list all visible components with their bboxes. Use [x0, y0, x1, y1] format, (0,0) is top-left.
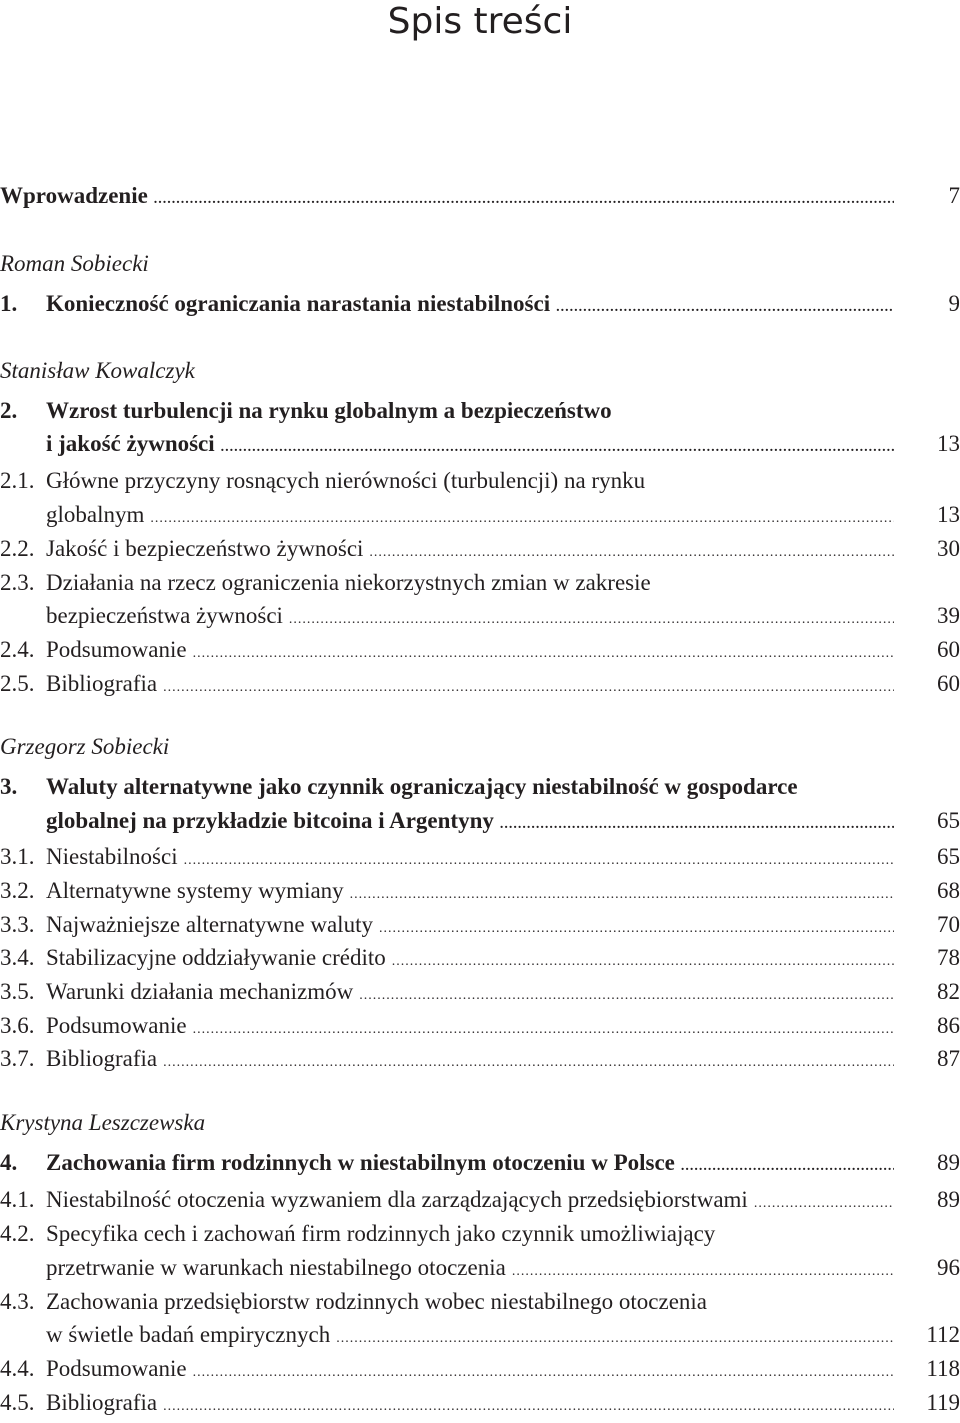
toc-page-number: 87 [937, 1043, 960, 1075]
dot-leader [154, 184, 894, 216]
toc-entry-title: globalnej na przykładzie bitcoina i Argentyny [46, 805, 494, 837]
toc-entry-title: Wzrost turbulencji na rynku globalnym a bezpieczeństwo [46, 395, 612, 427]
toc-page-number: 30 [937, 533, 960, 565]
toc-entry-number: 4.4. [0, 1353, 35, 1385]
toc-entry-line[interactable] [0, 395, 960, 427]
toc-entry-number: 2.4. [0, 634, 35, 666]
toc-entry[interactable] [0, 841, 960, 873]
toc-page-number: 119 [926, 1387, 960, 1419]
toc-page-number: 70 [937, 909, 960, 941]
toc-entry-title: Główne przyczyny rosnących nierówności (turbulencji) na rynku [46, 465, 645, 497]
toc-page-number: 89 [937, 1184, 960, 1216]
toc-entry-title: Bibliografia [46, 1387, 157, 1419]
dot-leader [289, 604, 894, 636]
toc-entry-title: Zachowania przedsiębiorstw rodzinnych wobec niestabilnego otoczenia [46, 1286, 707, 1318]
toc-entry-title: bezpieczeństwa żywności [46, 600, 283, 632]
toc-entry-title: Najważniejsze alternatywne waluty [46, 909, 373, 941]
toc-entry-number: 4.1. [0, 1184, 35, 1216]
dot-leader [193, 638, 894, 670]
toc-entry-number: 3.4. [0, 942, 35, 974]
dot-leader [221, 432, 894, 464]
toc-entry-number: 4.3. [0, 1286, 35, 1318]
toc-page-number: 39 [937, 600, 960, 632]
toc-entry[interactable] [0, 875, 960, 907]
dot-leader [184, 845, 894, 877]
toc-entry-title: Bibliografia [46, 1043, 157, 1075]
toc-entry-title: Alternatywne systemy wymiany [46, 875, 344, 907]
toc-author: Stanisław Kowalczyk [0, 355, 195, 387]
toc-entry-title: Wprowadzenie [0, 180, 148, 212]
toc-page-number: 60 [937, 634, 960, 666]
dot-leader [512, 1256, 894, 1288]
toc-entry-title: globalnym [46, 499, 144, 531]
toc-entry[interactable] [0, 976, 960, 1008]
toc-entry-number: 2.1. [0, 465, 35, 497]
toc-entry-title: Podsumowanie [46, 1010, 187, 1042]
toc-entry-title: Waluty alternatywne jako czynnik ograniczający niestabilność w gospodarce [46, 771, 798, 803]
toc-entry-number: 4. [0, 1147, 17, 1179]
toc-entry-title: Działania na rzecz ograniczenia niekorzystnych zmian w zakresie [46, 567, 651, 599]
toc-page-number: 86 [937, 1010, 960, 1042]
toc-entry-number: 2. [0, 395, 17, 427]
dot-leader [392, 946, 894, 978]
dot-leader [163, 1391, 894, 1423]
toc-page-number: 89 [937, 1147, 960, 1179]
toc-entry[interactable] [0, 634, 960, 666]
toc-entry[interactable] [0, 180, 960, 212]
toc-entry-number: 3.1. [0, 841, 35, 873]
toc-entry-number: 3.2. [0, 875, 35, 907]
toc-page-number: 82 [937, 976, 960, 1008]
toc-entry-line[interactable] [0, 1218, 960, 1250]
toc-entry[interactable] [0, 1319, 960, 1351]
toc-entry-number: 1. [0, 288, 17, 320]
toc-entry-title: Konieczność ograniczania narastania niestabilności [46, 288, 550, 320]
toc-entry-title: Niestabilności [46, 841, 178, 873]
toc-entry[interactable] [0, 1043, 960, 1075]
toc-entry-title: Podsumowanie [46, 634, 187, 666]
toc-entry[interactable] [0, 533, 960, 565]
dot-leader [193, 1357, 894, 1389]
toc-entry-title: Bibliografia [46, 668, 157, 700]
toc-entry-title: przetrwanie w warunkach niestabilnego otoczenia [46, 1252, 506, 1284]
dot-leader [556, 292, 894, 324]
toc-entry[interactable] [0, 1010, 960, 1042]
toc-entry-number: 2.3. [0, 567, 35, 599]
dot-leader [163, 672, 894, 704]
toc-entry[interactable] [0, 668, 960, 700]
toc-page-number: 65 [937, 805, 960, 837]
dot-leader [681, 1151, 894, 1183]
toc-entry-number: 4.5. [0, 1387, 35, 1419]
dot-leader [350, 879, 894, 911]
toc-entry[interactable] [0, 1147, 960, 1179]
toc-page-number: 65 [937, 841, 960, 873]
toc-entry-line[interactable] [0, 771, 960, 803]
toc-entry-number: 4.2. [0, 1218, 35, 1250]
toc-entry[interactable] [0, 909, 960, 941]
toc-page-number: 118 [926, 1353, 960, 1385]
toc-entry-title: Warunki działania mechanizmów [46, 976, 353, 1008]
dot-leader [379, 913, 894, 945]
dot-leader [193, 1014, 894, 1046]
toc-entry-title: Niestabilność otoczenia wyzwaniem dla zarządzających przedsiębiorstwami [46, 1184, 748, 1216]
toc-entry-title: Stabilizacyjne oddziaływanie crédito [46, 942, 386, 974]
toc-entry[interactable] [0, 1353, 960, 1385]
dot-leader [336, 1323, 894, 1355]
toc-entry-title: Specyfika cech i zachowań firm rodzinnych jako czynnik umożliwiający [46, 1218, 715, 1250]
toc-entry-line[interactable] [0, 465, 960, 497]
toc-entry-number: 3.6. [0, 1010, 35, 1042]
toc-entry-title: Zachowania firm rodzinnych w niestabilnym otoczeniu w Polsce [46, 1147, 675, 1179]
toc-entry-number: 3. [0, 771, 17, 803]
toc-entry[interactable] [0, 1252, 960, 1284]
toc-entry[interactable] [0, 805, 960, 837]
dot-leader [500, 809, 894, 841]
toc-page-number: 13 [937, 499, 960, 531]
toc-page-number: 7 [949, 180, 960, 212]
toc-entry-line[interactable] [0, 1286, 960, 1318]
toc-entry[interactable] [0, 600, 960, 632]
toc-author: Roman Sobiecki [0, 248, 149, 280]
dot-leader [150, 503, 894, 535]
dot-leader [359, 980, 894, 1012]
toc-entry[interactable] [0, 428, 960, 460]
toc-entry-title: w świetle badań empirycznych [46, 1319, 330, 1351]
toc-page-number: 13 [937, 428, 960, 460]
toc-page-number: 9 [949, 288, 960, 320]
page-title: Spis treści [0, 0, 960, 50]
toc-entry-title: i jakość żywności [46, 428, 215, 460]
toc-entry[interactable] [0, 1387, 960, 1419]
dot-leader [163, 1047, 894, 1079]
toc-page-number: 78 [937, 942, 960, 974]
toc-author: Krystyna Leszczewska [0, 1107, 205, 1139]
toc-entry-number: 2.2. [0, 533, 35, 565]
toc-entry-title: Podsumowanie [46, 1353, 187, 1385]
toc-page-number: 96 [937, 1252, 960, 1284]
toc-entry-number: 3.3. [0, 909, 35, 941]
toc-entry-title: Jakość i bezpieczeństwo żywności [46, 533, 363, 565]
toc-entry[interactable] [0, 942, 960, 974]
dot-leader [369, 537, 894, 569]
toc-page-number: 112 [926, 1319, 960, 1351]
toc-entry-number: 3.7. [0, 1043, 35, 1075]
toc-entry[interactable] [0, 499, 960, 531]
toc-page-number: 60 [937, 668, 960, 700]
toc-entry-line[interactable] [0, 567, 960, 599]
toc-entry[interactable] [0, 1184, 960, 1216]
toc-page-number: 68 [937, 875, 960, 907]
dot-leader [754, 1188, 894, 1220]
toc-entry[interactable] [0, 288, 960, 320]
toc-entry-number: 2.5. [0, 668, 35, 700]
toc-author: Grzegorz Sobiecki [0, 731, 169, 763]
toc-entry-number: 3.5. [0, 976, 35, 1008]
